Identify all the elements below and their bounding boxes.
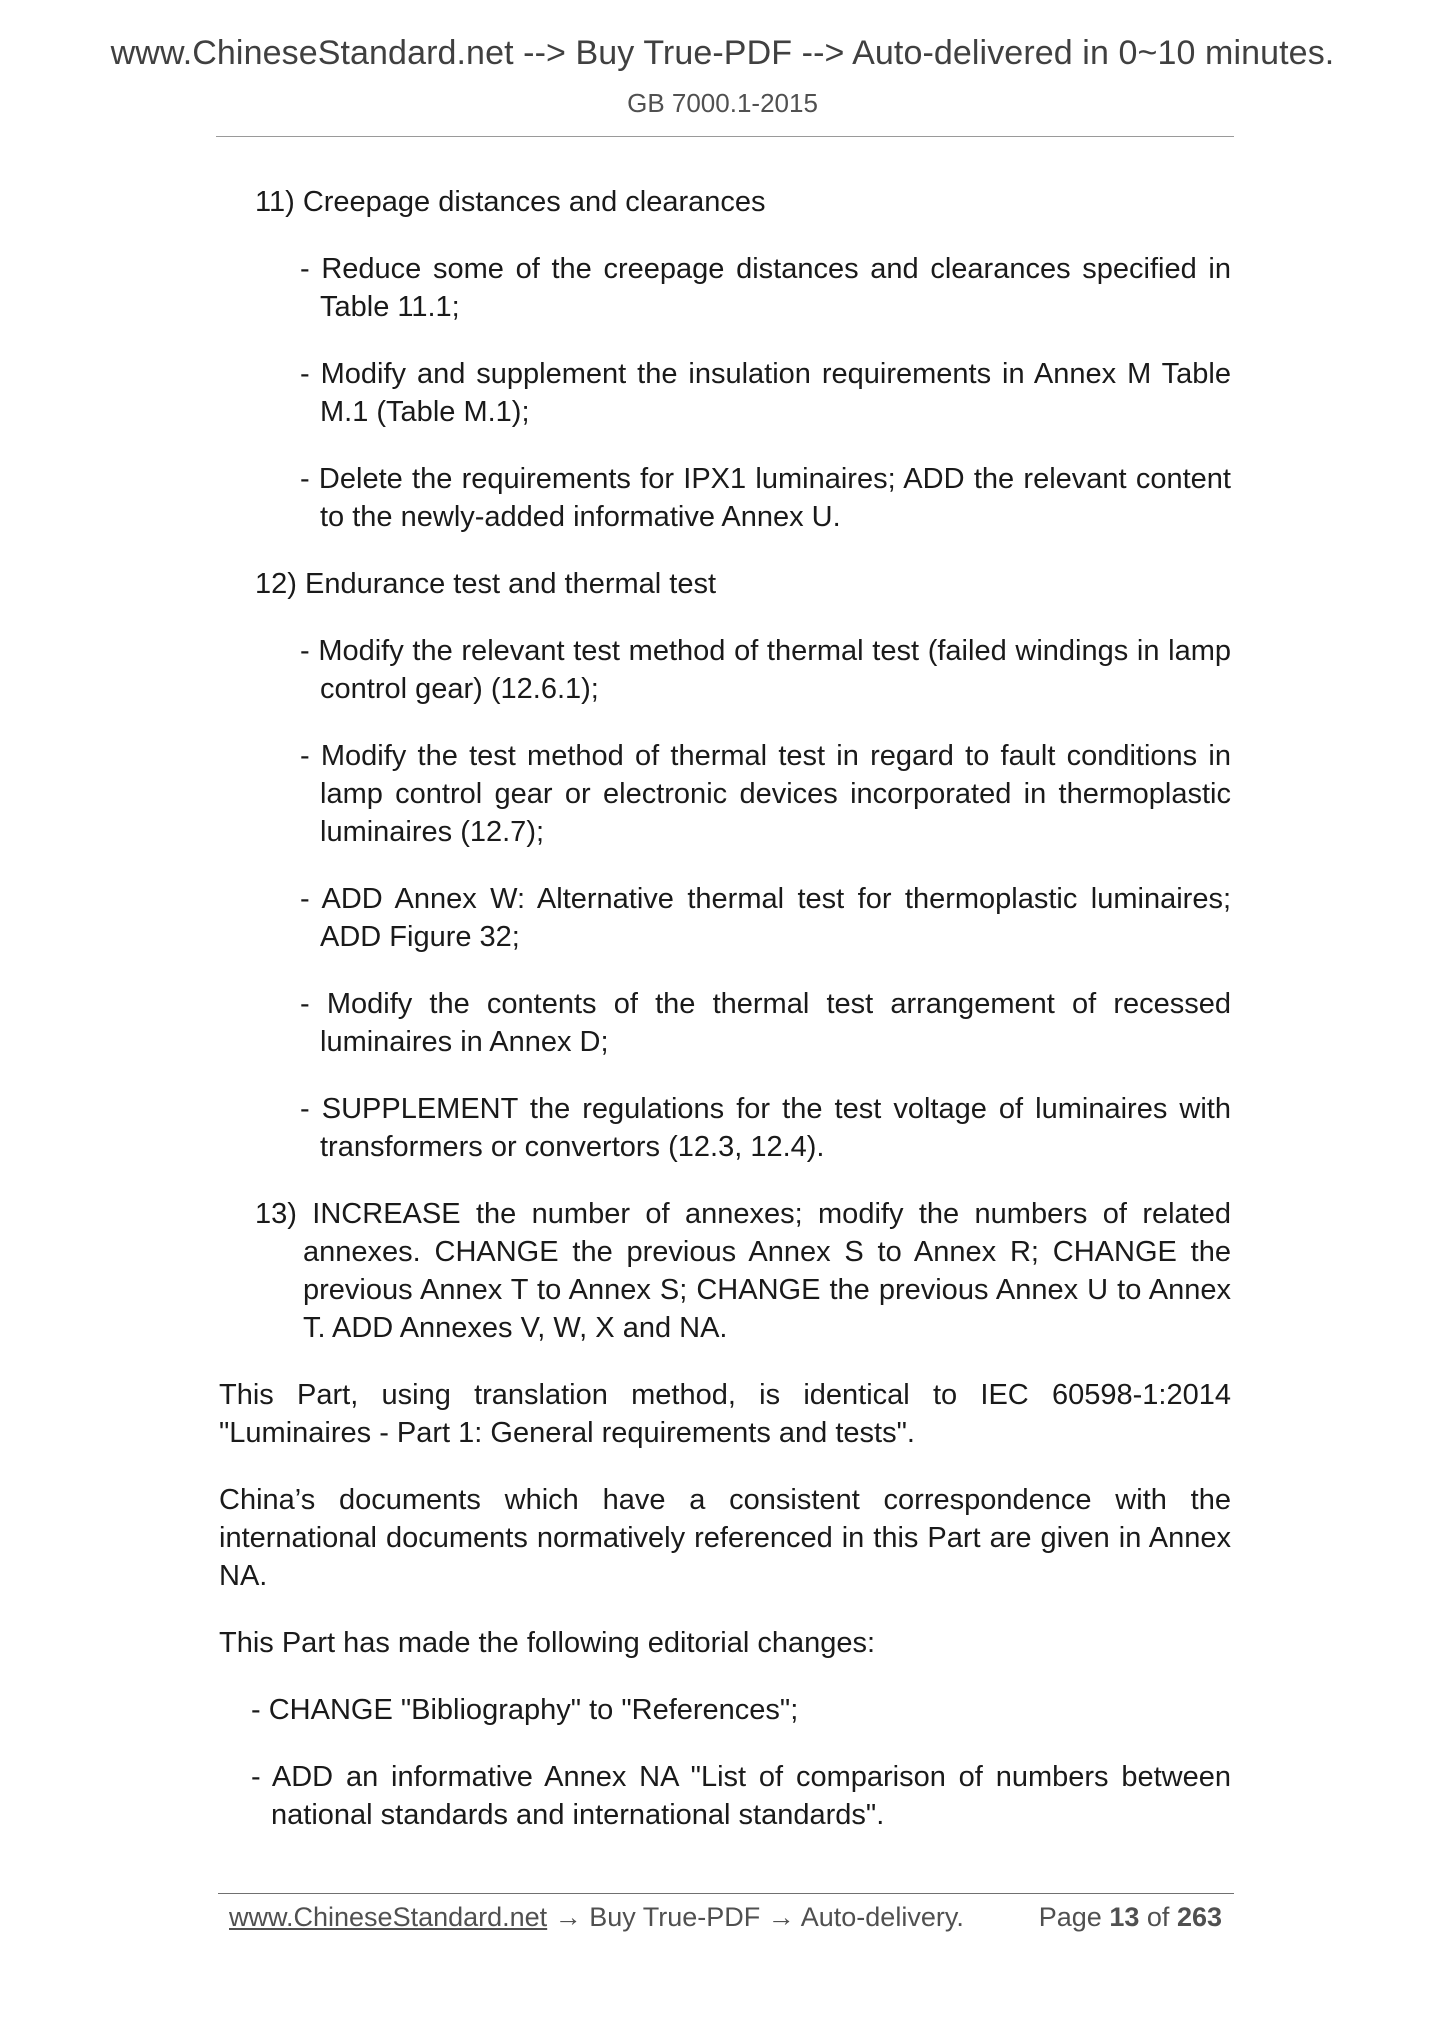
- item-11-heading: 11) Creepage distances and clearances: [255, 186, 766, 218]
- document-body: [219, 183, 1231, 1863]
- footer-site-link[interactable]: www.ChineseStandard.net: [229, 1902, 548, 1932]
- page-indicator: [1039, 1899, 1222, 1935]
- page-current: 13: [1109, 1902, 1140, 1932]
- identical-statement: This Part, using translation method, is identical to IEC 60598-1:2014 "Luminaires - Part 1: General requirements and tests".: [219, 1379, 1231, 1449]
- page-footer: [229, 1899, 1229, 1935]
- standard-code: GB 7000.1-2015: [627, 88, 818, 118]
- item-12-bullet-1: - Modify the relevant test method of thermal test (failed windings in lamp control gear) (12.6.1);: [300, 635, 1231, 705]
- editorial-change-2: - ADD an informative Annex NA "List of comparison of numbers between national standards and international standards".: [251, 1761, 1231, 1831]
- item-12-bullet-4: - Modify the contents of the thermal test arrangement of recessed luminaires in Annex D;: [300, 988, 1231, 1058]
- page-of: of: [1146, 1902, 1170, 1932]
- item-11-bullet-2: - Modify and supplement the insulation requirements in Annex M Table M.1 (Table M.1);: [300, 358, 1231, 428]
- correspondence-statement: China’s documents which have a consistent correspondence with the international documents normatively referenced in this Part are given in Annex NA.: [219, 1484, 1231, 1592]
- footer-delivery-text: → Buy True-PDF → Auto-delivery.: [554, 1902, 964, 1932]
- item-13: 13) INCREASE the number of annexes; modify the numbers of related annexes. CHANGE the previous Annex S to Annex R; CHANGE the previous Annex T to Annex S; CHANGE the previous Annex U to Annex T. ADD Annexes V, W, X and NA.: [255, 1198, 1231, 1344]
- item-12-bullet-2: - Modify the test method of thermal test in regard to fault conditions in lamp control gear or electronic devices incorporated in thermoplastic luminaires (12.7);: [300, 740, 1231, 848]
- item-11-bullet-1: - Reduce some of the creepage distances and clearances specified in Table 11.1;: [300, 253, 1231, 323]
- item-12-bullet-3: - ADD Annex W: Alternative thermal test for thermoplastic luminaires; ADD Figure 32;: [300, 883, 1231, 953]
- page-label: Page: [1038, 1902, 1102, 1932]
- top-banner: www.ChineseStandard.net --> Buy True-PDF --> Auto-delivered in 0~10 minutes.: [110, 34, 1335, 72]
- header-divider: [216, 136, 1234, 137]
- editorial-intro: This Part has made the following editorial changes:: [219, 1627, 876, 1659]
- editorial-change-1: - CHANGE "Bibliography" to "References";: [251, 1694, 799, 1726]
- item-12-heading: 12) Endurance test and thermal test: [255, 568, 717, 600]
- footer-divider: [218, 1893, 1234, 1894]
- item-11-bullet-3: - Delete the requirements for IPX1 luminaires; ADD the relevant content to the newly-added informative Annex U.: [300, 463, 1231, 533]
- item-12-bullet-5: - SUPPLEMENT the regulations for the test voltage of luminaires with transformers or convertors (12.3, 12.4).: [300, 1093, 1231, 1163]
- page-total: 263: [1176, 1902, 1222, 1932]
